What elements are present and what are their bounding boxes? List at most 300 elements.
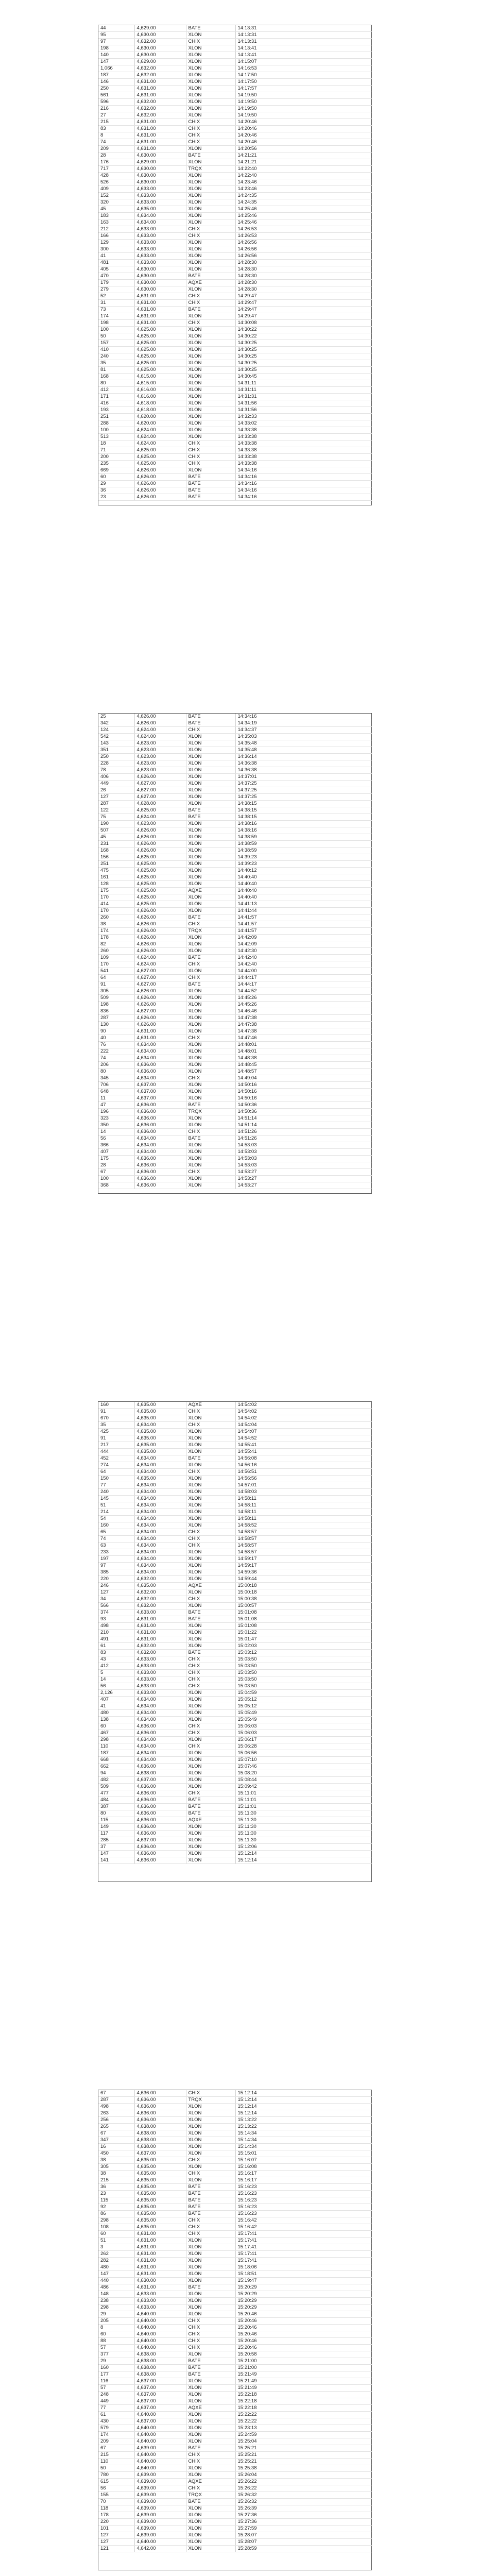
price-cell: 4,630.00 bbox=[134, 32, 186, 39]
price-cell: 4,624.00 bbox=[134, 734, 186, 740]
table-row bbox=[98, 152, 372, 159]
trade-table-block-1 bbox=[98, 25, 372, 505]
table-row bbox=[98, 253, 372, 260]
quantity-cell: 130 bbox=[98, 1022, 134, 1028]
time-cell: 14:47:38 bbox=[235, 1015, 372, 1022]
time-cell: 14:47:46 bbox=[235, 1035, 372, 1042]
exchange-cell: CHIX bbox=[186, 440, 235, 447]
time-cell: 15:27:59 bbox=[235, 2526, 372, 2532]
time-cell: 14:21:21 bbox=[235, 159, 372, 166]
quantity-cell: 34 bbox=[98, 1596, 134, 1603]
table-row bbox=[98, 2445, 372, 2452]
quantity-cell: 406 bbox=[98, 774, 134, 781]
quantity-cell: 174 bbox=[98, 2432, 134, 2438]
quantity-cell: 596 bbox=[98, 99, 134, 106]
time-cell: 15:11:30 bbox=[235, 1831, 372, 1837]
time-cell: 15:21:49 bbox=[235, 2378, 372, 2385]
table-row bbox=[98, 2499, 372, 2505]
time-cell: 14:54:02 bbox=[235, 1402, 372, 1409]
price-cell: 4,625.00 bbox=[134, 367, 186, 374]
price-cell: 4,623.00 bbox=[134, 760, 186, 767]
price-cell: 4,635.00 bbox=[134, 1429, 186, 1435]
price-cell: 4,616.00 bbox=[134, 394, 186, 400]
exchange-cell: XLON bbox=[186, 99, 235, 106]
time-cell: 14:16:53 bbox=[235, 65, 372, 72]
quantity-cell: 428 bbox=[98, 173, 134, 179]
table-row bbox=[98, 340, 372, 347]
time-cell: 14:33:38 bbox=[235, 454, 372, 461]
time-cell: 14:58:11 bbox=[235, 1516, 372, 1522]
table-row bbox=[98, 1563, 372, 1569]
table-row bbox=[98, 740, 372, 747]
table-row bbox=[98, 1069, 372, 1075]
exchange-cell: XLON bbox=[186, 2311, 235, 2318]
quantity-cell: 282 bbox=[98, 2258, 134, 2264]
exchange-cell: XLON bbox=[186, 159, 235, 166]
table-row bbox=[98, 2278, 372, 2284]
time-cell: 14:58:03 bbox=[235, 1489, 372, 1496]
exchange-cell: XLON bbox=[186, 199, 235, 206]
table-row bbox=[98, 2412, 372, 2418]
time-cell: 14:38:59 bbox=[235, 848, 372, 854]
price-cell: 4,634.00 bbox=[134, 1462, 186, 1469]
table-row bbox=[98, 714, 372, 720]
price-cell: 4,626.00 bbox=[134, 841, 186, 848]
price-cell: 4,633.00 bbox=[134, 1690, 186, 1697]
quantity-cell: 175 bbox=[98, 1156, 134, 1162]
quantity-cell: 61 bbox=[98, 1643, 134, 1650]
time-cell: 14:48:57 bbox=[235, 1069, 372, 1075]
exchange-cell: BATE bbox=[186, 1455, 235, 1462]
exchange-cell: XLON bbox=[186, 2526, 235, 2532]
price-cell: 4,626.00 bbox=[134, 995, 186, 1002]
exchange-cell: XLON bbox=[186, 740, 235, 747]
time-cell: 15:01:08 bbox=[235, 1623, 372, 1630]
time-cell: 14:30:25 bbox=[235, 353, 372, 360]
table-row bbox=[98, 1676, 372, 1683]
table-row bbox=[98, 2238, 372, 2244]
exchange-cell: XLON bbox=[186, 2412, 235, 2418]
exchange-cell: XLON bbox=[186, 2177, 235, 2184]
time-cell: 14:53:27 bbox=[235, 1182, 372, 1189]
exchange-cell: CHIX bbox=[186, 1723, 235, 1730]
time-cell: 15:20:29 bbox=[235, 2291, 372, 2298]
time-cell: 14:33:38 bbox=[235, 461, 372, 467]
quantity-cell: 118 bbox=[98, 2505, 134, 2512]
table-row bbox=[98, 1589, 372, 1596]
price-cell: 4,639.00 bbox=[134, 2479, 186, 2485]
exchange-cell: CHIX bbox=[186, 1469, 235, 1476]
price-cell: 4,626.00 bbox=[134, 928, 186, 935]
time-cell: 14:38:59 bbox=[235, 834, 372, 841]
time-cell: 15:07:10 bbox=[235, 1757, 372, 1764]
exchange-cell: CHIX bbox=[186, 2217, 235, 2224]
table-row bbox=[98, 1522, 372, 1529]
time-cell: 15:03:12 bbox=[235, 1650, 372, 1656]
quantity-cell: 648 bbox=[98, 1089, 134, 1095]
quantity-cell: 45 bbox=[98, 834, 134, 841]
time-cell: 15:22:22 bbox=[235, 2418, 372, 2425]
price-cell: 4,623.00 bbox=[134, 740, 186, 747]
price-cell: 4,640.00 bbox=[134, 2465, 186, 2472]
table-row bbox=[98, 2418, 372, 2425]
exchange-cell: CHIX bbox=[186, 126, 235, 132]
time-cell: 15:03:50 bbox=[235, 1663, 372, 1670]
time-cell: 14:34:16 bbox=[235, 714, 372, 720]
quantity-cell: 198 bbox=[98, 45, 134, 52]
price-cell: 4,625.00 bbox=[134, 347, 186, 353]
table-row bbox=[98, 1831, 372, 1837]
table-row bbox=[98, 1536, 372, 1543]
table-row bbox=[98, 1569, 372, 1576]
table-row bbox=[98, 2539, 372, 2546]
exchange-cell: BATE bbox=[186, 1609, 235, 1616]
table-row bbox=[98, 2371, 372, 2378]
trade-table bbox=[98, 1402, 372, 1864]
quantity-cell: 31 bbox=[98, 300, 134, 307]
exchange-cell: CHIX bbox=[186, 2325, 235, 2331]
exchange-cell: XLON bbox=[186, 848, 235, 854]
exchange-cell: XLON bbox=[186, 327, 235, 333]
time-cell: 14:25:46 bbox=[235, 206, 372, 213]
time-cell: 14:54:52 bbox=[235, 1435, 372, 1442]
price-cell: 4,634.00 bbox=[134, 1543, 186, 1549]
table-row bbox=[98, 1449, 372, 1455]
exchange-cell: CHIX bbox=[186, 1743, 235, 1750]
quantity-cell: 507 bbox=[98, 827, 134, 834]
price-cell: 4,638.00 bbox=[134, 2144, 186, 2150]
quantity-cell: 279 bbox=[98, 286, 134, 293]
price-cell: 4,626.00 bbox=[134, 848, 186, 854]
table-row bbox=[98, 2258, 372, 2264]
price-cell: 4,636.00 bbox=[134, 1115, 186, 1122]
table-row bbox=[98, 1489, 372, 1496]
quantity-cell: 566 bbox=[98, 1603, 134, 1609]
exchange-cell: XLON bbox=[186, 1643, 235, 1650]
exchange-cell: XLON bbox=[186, 193, 235, 199]
price-cell: 4,637.00 bbox=[134, 2385, 186, 2392]
exchange-cell: CHIX bbox=[186, 233, 235, 240]
price-cell: 4,638.00 bbox=[134, 2365, 186, 2371]
time-cell: 14:15:07 bbox=[235, 59, 372, 65]
exchange-cell: CHIX bbox=[186, 139, 235, 146]
time-cell: 15:11:30 bbox=[235, 1817, 372, 1824]
quantity-cell: 170 bbox=[98, 908, 134, 914]
time-cell: 14:54:02 bbox=[235, 1409, 372, 1415]
quantity-cell: 323 bbox=[98, 1115, 134, 1122]
quantity-cell: 161 bbox=[98, 874, 134, 881]
exchange-cell: XLON bbox=[186, 1022, 235, 1028]
quantity-cell: 57 bbox=[98, 2385, 134, 2392]
price-cell: 4,625.00 bbox=[134, 353, 186, 360]
time-cell: 15:28:59 bbox=[235, 2546, 372, 2552]
quantity-cell: 486 bbox=[98, 2284, 134, 2291]
time-cell: 15:04:59 bbox=[235, 1690, 372, 1697]
table-row bbox=[98, 1095, 372, 1102]
exchange-cell: XLON bbox=[186, 760, 235, 767]
table-row bbox=[98, 1764, 372, 1770]
table-row bbox=[98, 861, 372, 868]
exchange-cell: XLON bbox=[186, 881, 235, 888]
table-row bbox=[98, 1462, 372, 1469]
price-cell: 4,627.00 bbox=[134, 981, 186, 988]
table-row bbox=[98, 1556, 372, 1563]
exchange-cell: XLON bbox=[186, 1623, 235, 1630]
exchange-cell: XLON bbox=[186, 2546, 235, 2552]
quantity-cell: 430 bbox=[98, 2418, 134, 2425]
time-cell: 14:26:53 bbox=[235, 226, 372, 233]
quantity-cell: 170 bbox=[98, 894, 134, 901]
quantity-cell: 670 bbox=[98, 1415, 134, 1422]
quantity-cell: 78 bbox=[98, 767, 134, 774]
table-row bbox=[98, 2164, 372, 2171]
table-row bbox=[98, 2311, 372, 2318]
time-cell: 15:05:49 bbox=[235, 1710, 372, 1717]
exchange-cell: XLON bbox=[186, 2251, 235, 2258]
exchange-cell: AQXE bbox=[186, 1817, 235, 1824]
quantity-cell: 206 bbox=[98, 1062, 134, 1069]
price-cell: 4,634.00 bbox=[134, 1048, 186, 1055]
price-cell: 4,626.00 bbox=[134, 941, 186, 948]
table-row bbox=[98, 1737, 372, 1743]
time-cell: 14:42:40 bbox=[235, 961, 372, 968]
table-row bbox=[98, 1837, 372, 1844]
table-row bbox=[98, 2365, 372, 2371]
quantity-cell: 110 bbox=[98, 1743, 134, 1750]
time-cell: 14:40:40 bbox=[235, 881, 372, 888]
time-cell: 14:53:27 bbox=[235, 1176, 372, 1182]
price-cell: 4,636.00 bbox=[134, 1129, 186, 1136]
price-cell: 4,631.00 bbox=[134, 2271, 186, 2278]
price-cell: 4,630.00 bbox=[134, 266, 186, 273]
price-cell: 4,625.00 bbox=[134, 854, 186, 861]
quantity-cell: 187 bbox=[98, 1750, 134, 1757]
time-cell: 15:03:50 bbox=[235, 1676, 372, 1683]
time-cell: 14:37:01 bbox=[235, 774, 372, 781]
quantity-cell: 100 bbox=[98, 427, 134, 434]
price-cell: 4,631.00 bbox=[134, 293, 186, 300]
exchange-cell: XLON bbox=[186, 948, 235, 955]
table-row bbox=[98, 981, 372, 988]
time-cell: 14:38:59 bbox=[235, 841, 372, 848]
quantity-cell: 148 bbox=[98, 2291, 134, 2298]
time-cell: 14:36:14 bbox=[235, 754, 372, 760]
quantity-cell: 235 bbox=[98, 461, 134, 467]
time-cell: 14:48:38 bbox=[235, 1055, 372, 1062]
price-cell: 4,630.00 bbox=[134, 179, 186, 186]
exchange-cell: CHIX bbox=[186, 447, 235, 454]
exchange-cell: CHIX bbox=[186, 39, 235, 45]
time-cell: 15:11:30 bbox=[235, 1837, 372, 1844]
price-cell: 4,623.00 bbox=[134, 767, 186, 774]
table-row bbox=[98, 427, 372, 434]
table-row bbox=[98, 2472, 372, 2479]
exchange-cell: XLON bbox=[186, 2150, 235, 2157]
price-cell: 4,618.00 bbox=[134, 407, 186, 414]
price-cell: 4,632.00 bbox=[134, 99, 186, 106]
exchange-cell: XLON bbox=[186, 347, 235, 353]
table-row bbox=[98, 921, 372, 928]
table-row bbox=[98, 1402, 372, 1409]
price-cell: 4,630.00 bbox=[134, 52, 186, 59]
price-cell: 4,634.00 bbox=[134, 1529, 186, 1536]
table-row bbox=[98, 394, 372, 400]
price-cell: 4,637.00 bbox=[134, 1837, 186, 1844]
price-cell: 4,635.00 bbox=[134, 206, 186, 213]
table-row bbox=[98, 159, 372, 166]
exchange-cell: TRQX bbox=[186, 2097, 235, 2104]
exchange-cell: AQXE bbox=[186, 1402, 235, 1409]
price-cell: 4,631.00 bbox=[134, 79, 186, 86]
price-cell: 4,625.00 bbox=[134, 881, 186, 888]
price-cell: 4,634.00 bbox=[134, 1750, 186, 1757]
table-row bbox=[98, 293, 372, 300]
price-cell: 4,635.00 bbox=[134, 2211, 186, 2217]
price-cell: 4,635.00 bbox=[134, 2171, 186, 2177]
exchange-cell: CHIX bbox=[186, 226, 235, 233]
quantity-cell: 127 bbox=[98, 2532, 134, 2539]
price-cell: 4,624.00 bbox=[134, 814, 186, 821]
time-cell: 14:26:56 bbox=[235, 240, 372, 246]
price-cell: 4,636.00 bbox=[134, 1156, 186, 1162]
time-cell: 15:12:14 bbox=[235, 2090, 372, 2097]
exchange-cell: CHIX bbox=[186, 1075, 235, 1082]
price-cell: 4,631.00 bbox=[134, 307, 186, 313]
time-cell: 14:28:30 bbox=[235, 280, 372, 286]
table-row bbox=[98, 353, 372, 360]
exchange-cell: TRQX bbox=[186, 1109, 235, 1115]
quantity-cell: 97 bbox=[98, 1563, 134, 1569]
table-row bbox=[98, 901, 372, 908]
quantity-cell: 214 bbox=[98, 1509, 134, 1516]
time-cell: 15:12:14 bbox=[235, 2104, 372, 2110]
table-row bbox=[98, 374, 372, 380]
quantity-cell: 717 bbox=[98, 166, 134, 173]
time-cell: 14:31:56 bbox=[235, 400, 372, 407]
price-cell: 4,634.00 bbox=[134, 1536, 186, 1543]
table-row bbox=[98, 32, 372, 39]
exchange-cell: XLON bbox=[186, 968, 235, 975]
time-cell: 14:51:14 bbox=[235, 1115, 372, 1122]
time-cell: 14:41:13 bbox=[235, 901, 372, 908]
quantity-cell: 109 bbox=[98, 955, 134, 961]
exchange-cell: CHIX bbox=[186, 975, 235, 981]
exchange-cell: XLON bbox=[186, 1770, 235, 1777]
price-cell: 4,631.00 bbox=[134, 1028, 186, 1035]
time-cell: 15:11:01 bbox=[235, 1797, 372, 1804]
quantity-cell: 74 bbox=[98, 139, 134, 146]
table-row bbox=[98, 1142, 372, 1149]
table-row bbox=[98, 1516, 372, 1522]
quantity-cell: 145 bbox=[98, 1496, 134, 1502]
exchange-cell: XLON bbox=[186, 353, 235, 360]
price-cell: 4,636.00 bbox=[134, 1182, 186, 1189]
exchange-cell: XLON bbox=[186, 1710, 235, 1717]
quantity-cell: 410 bbox=[98, 347, 134, 353]
time-cell: 14:48:01 bbox=[235, 1048, 372, 1055]
time-cell: 14:30:22 bbox=[235, 333, 372, 340]
time-cell: 14:40:40 bbox=[235, 874, 372, 881]
time-cell: 15:00:18 bbox=[235, 1589, 372, 1596]
price-cell: 4,633.00 bbox=[134, 2298, 186, 2304]
table-row bbox=[98, 65, 372, 72]
price-cell: 4,636.00 bbox=[134, 2104, 186, 2110]
exchange-cell: BATE bbox=[186, 2284, 235, 2291]
quantity-cell: 14 bbox=[98, 1129, 134, 1136]
price-cell: 4,624.00 bbox=[134, 727, 186, 734]
price-cell: 4,640.00 bbox=[134, 2425, 186, 2432]
time-cell: 15:20:46 bbox=[235, 2331, 372, 2338]
quantity-cell: 669 bbox=[98, 467, 134, 474]
table-row bbox=[98, 146, 372, 152]
table-row bbox=[98, 854, 372, 861]
price-cell: 4,635.00 bbox=[134, 2204, 186, 2211]
quantity-cell: 482 bbox=[98, 1777, 134, 1784]
exchange-cell: XLON bbox=[186, 1115, 235, 1122]
quantity-cell: 57 bbox=[98, 2345, 134, 2351]
price-cell: 4,636.00 bbox=[134, 1122, 186, 1129]
exchange-cell: XLON bbox=[186, 427, 235, 434]
quantity-cell: 409 bbox=[98, 186, 134, 193]
quantity-cell: 56 bbox=[98, 1683, 134, 1690]
time-cell: 15:11:01 bbox=[235, 1804, 372, 1810]
quantity-cell: 168 bbox=[98, 848, 134, 854]
time-cell: 15:25:38 bbox=[235, 2465, 372, 2472]
price-cell: 4,634.00 bbox=[134, 1502, 186, 1509]
quantity-cell: 156 bbox=[98, 854, 134, 861]
time-cell: 14:41:57 bbox=[235, 921, 372, 928]
exchange-cell: XLON bbox=[186, 92, 235, 99]
exchange-cell: XLON bbox=[186, 1415, 235, 1422]
exchange-cell: XLON bbox=[186, 747, 235, 754]
table-row bbox=[98, 2304, 372, 2311]
quantity-cell: 11 bbox=[98, 1095, 134, 1102]
exchange-cell: CHIX bbox=[186, 2345, 235, 2351]
exchange-cell: CHIX bbox=[186, 1676, 235, 1683]
table-row bbox=[98, 961, 372, 968]
exchange-cell: XLON bbox=[186, 1750, 235, 1757]
quantity-cell: 412 bbox=[98, 387, 134, 394]
quantity-cell: 205 bbox=[98, 2318, 134, 2325]
quantity-cell: 215 bbox=[98, 2452, 134, 2459]
exchange-cell: XLON bbox=[186, 1482, 235, 1489]
exchange-cell: XLON bbox=[186, 112, 235, 119]
price-cell: 4,626.00 bbox=[134, 467, 186, 474]
time-cell: 14:13:31 bbox=[235, 32, 372, 39]
time-cell: 15:26:04 bbox=[235, 2472, 372, 2479]
exchange-cell: BATE bbox=[186, 2211, 235, 2217]
time-cell: 14:31:56 bbox=[235, 407, 372, 414]
quantity-cell: 452 bbox=[98, 1455, 134, 1462]
time-cell: 15:20:29 bbox=[235, 2304, 372, 2311]
table-row bbox=[98, 2217, 372, 2224]
time-cell: 15:05:49 bbox=[235, 1717, 372, 1723]
exchange-cell: XLON bbox=[186, 79, 235, 86]
price-cell: 4,625.00 bbox=[134, 888, 186, 894]
quantity-cell: 26 bbox=[98, 787, 134, 794]
table-row bbox=[98, 2512, 372, 2519]
quantity-cell: 246 bbox=[98, 1583, 134, 1589]
table-row bbox=[98, 2452, 372, 2459]
exchange-cell: XLON bbox=[186, 2378, 235, 2385]
price-cell: 4,633.00 bbox=[134, 186, 186, 193]
price-cell: 4,627.00 bbox=[134, 781, 186, 787]
time-cell: 14:17:50 bbox=[235, 79, 372, 86]
quantity-cell: 274 bbox=[98, 1462, 134, 1469]
table-row bbox=[98, 2392, 372, 2398]
time-cell: 14:31:11 bbox=[235, 387, 372, 394]
time-cell: 14:34:16 bbox=[235, 481, 372, 487]
